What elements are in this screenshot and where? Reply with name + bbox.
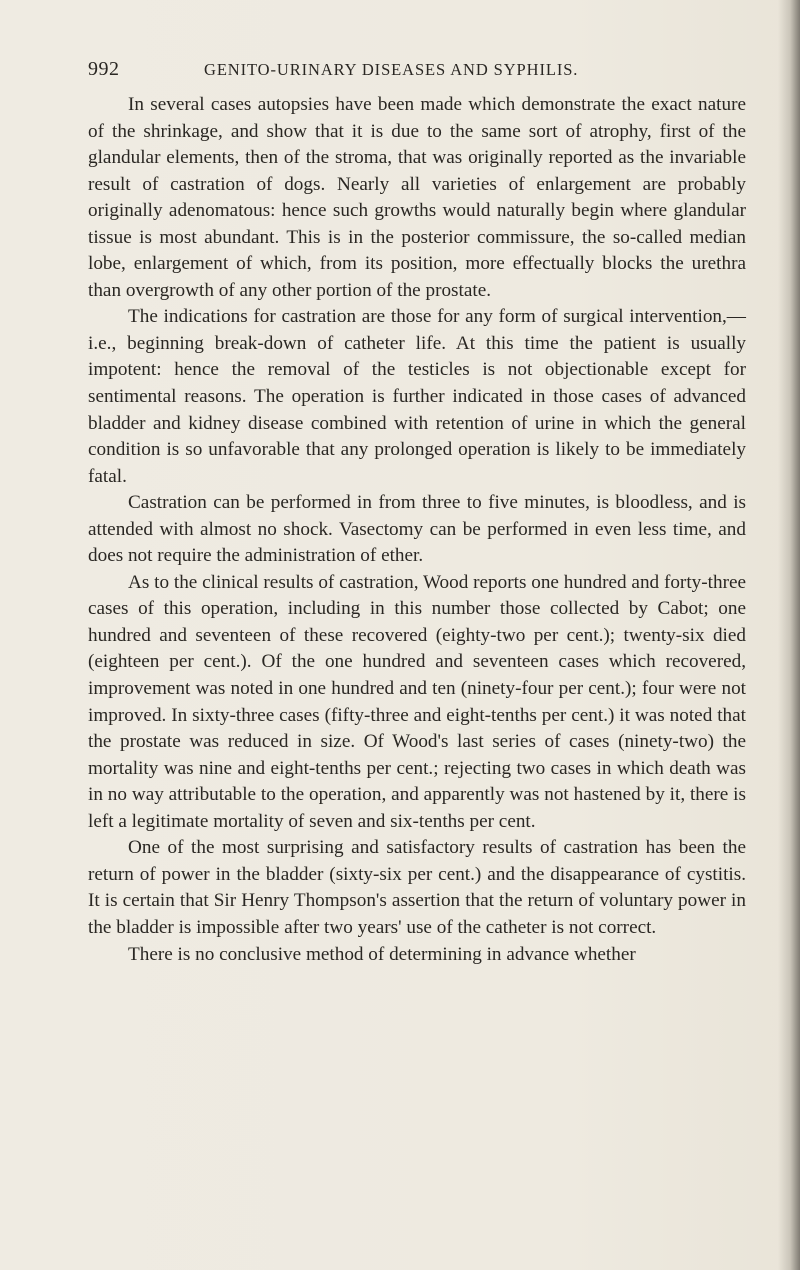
paragraph-castration-procedure: Castration can be performed in from three to five minutes, is bloodless, and is attended with almost no shock. Vasectomy can be performed in even less time, and does not require the administration of ether.: [88, 492, 746, 567]
paragraph-conclusive-method: There is no conclusive method of determining in advance whether: [128, 943, 636, 965]
paragraph-indications: The indications for castration are those for any form of surgical intervention,—i.e., beginning break-down of catheter life. At this time the patient is usually impotent: hence the removal of the testicles is not objectionable except for sentimental reasons. The operation is further indicated in those cases of advanced bladder and kidney disease combined with retention of urine in which the general condition is so unfavorable that any prolonged operation is likely to be immediately fatal.: [88, 306, 746, 487]
paragraph-autopsies: In several cases autopsies have been made which demonstrate the exact nature of the shrinkage, and show that it is due to the same sort of atrophy, first of the glandular elements, then of the stroma, that was originally reported as the invariable result of castration of dogs. Nearly all varieties of enlargement are probably originally adenomatous: hence such growths would naturally begin where glandular tissue is most abundant. This is in the posterior commissure, the so-called median lobe, enlargement of which, from its position, more effectually blocks the urethra than overgrowth of any other portion of the prostate.: [88, 94, 746, 301]
paragraph-bladder-power: One of the most surprising and satisfactory results of castration has been the return of power in the bladder (sixty-six per cent.) and the disappearance of cystitis. It is certain that Sir Henry Thompson's assertion that the return of voluntary power in the bladder is impossible after two years' use of the catheter is not correct.: [88, 837, 746, 938]
running-head: [88, 58, 748, 88]
page-number: 992: [88, 58, 120, 80]
body-text: [88, 92, 746, 968]
running-title: GENITO-URINARY DISEASES AND SYPHILIS.: [204, 60, 579, 79]
paragraph-clinical-results: As to the clinical results of castration, Wood reports one hundred and forty-three cases of this operation, including in this number those collected by Cabot; one hundred and seventeen of these recovered (eighty-two per cent.); twenty-six died (eighteen per cent.). Of the one hundred and seventeen cases which recovered, improvement was noted in one hundred and ten (ninety-four per cent.); four were not improved. In sixty-three cases (fifty-three and eight-tenths per cent.) it was noted that the prostate was reduced in size. Of Wood's last series of cases (ninety-two) the mortality was nine and eight-tenths per cent.; rejecting two cases in which death was in no way attributable to the operation, and apparently was not hastened by it, there is left a legitimate mortality of seven and six-tenths per cent.: [88, 571, 746, 832]
page-edge-shadow: [778, 0, 800, 1270]
